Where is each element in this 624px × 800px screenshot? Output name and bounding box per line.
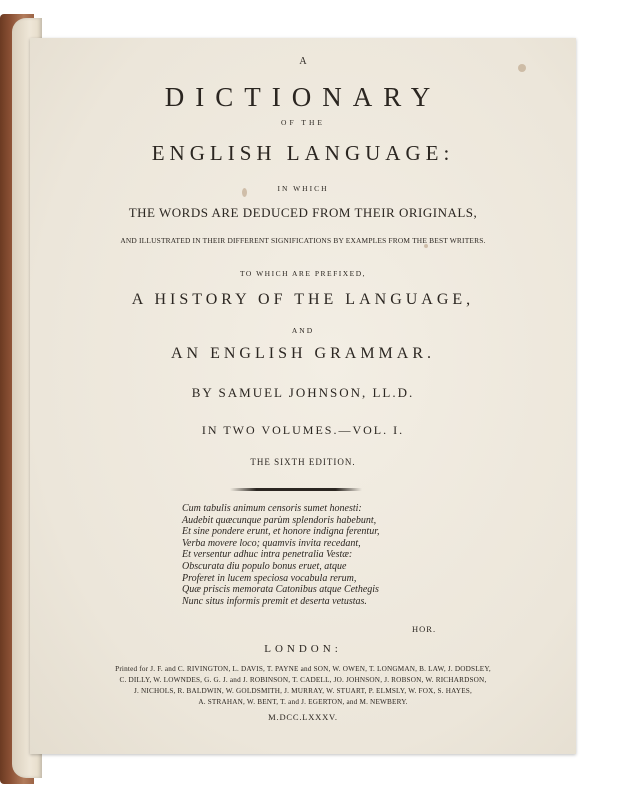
motto-attribution: HOR. bbox=[412, 624, 437, 634]
title-of-the: OF THE bbox=[281, 118, 325, 127]
motto-line: Nunc situs informis premit et deserta vetustas. bbox=[182, 595, 367, 607]
title-in-which: IN WHICH bbox=[277, 184, 329, 193]
title-volumes: IN TWO VOLUMES.—VOL. I. bbox=[201, 423, 405, 437]
motto-line: Cum tabulis animum censoris sumet honesti: bbox=[182, 503, 362, 514]
title-edition: THE SIXTH EDITION. bbox=[250, 457, 356, 467]
imprint-printers-line: C. DILLY, W. LOWNDES, G. G. J. and J. ROBINSON, T. CADELL, JO. JOHNSON, J. ROBSON, W. RICHARDSON, bbox=[119, 676, 487, 684]
latin-motto bbox=[182, 503, 452, 607]
title-and: AND bbox=[291, 326, 315, 335]
title-grammar: AN ENGLISH GRAMMAR. bbox=[170, 345, 435, 362]
motto-line: Verba movere loco; quamvis invita recedant, bbox=[182, 537, 361, 549]
title-illustrated: AND ILLUSTRATED IN THEIR DIFFERENT SIGNIFICATIONS BY EXAMPLES FROM THE BEST WRITERS. bbox=[120, 236, 486, 245]
imprint-city: LONDON: bbox=[264, 643, 342, 655]
imprint-printers-line: A. STRAHAN, W. BENT, T. and J. EGERTON, and M. NEWBERY. bbox=[198, 698, 408, 706]
title-page bbox=[30, 38, 576, 754]
title-author: BY SAMUEL JOHNSON, LL.D. bbox=[191, 385, 415, 400]
title-dictionary: DICTIONARY bbox=[164, 82, 442, 112]
motto-line: Proferet in lucem speciosa vocabula rerum, bbox=[182, 572, 357, 584]
motto-line: Quæ priscis memorata Catonibus atque Cethegis bbox=[182, 584, 379, 596]
imprint-printers-line: J. NICHOLS, R. BALDWIN, W. GOLDSMITH, J. MURRAY, W. STUART, P. ELMSLY, W. FOX, S. HAYES, bbox=[134, 687, 472, 695]
motto-line: Et versentur adhuc intra penetralia Vestæ: bbox=[182, 549, 353, 561]
imprint-year: M.DCC.LXXXV. bbox=[268, 712, 338, 722]
title-english-language: ENGLISH LANGUAGE: bbox=[151, 141, 455, 165]
imprint-printers-line: Printed for J. F. and C. RIVINGTON, L. DAVIS, T. PAYNE and SON, W. OWEN, T. LONGMAN, B. LAW, J. DODSLEY, bbox=[115, 665, 491, 673]
title-article: A bbox=[299, 56, 307, 67]
title-words-deduced: THE WORDS ARE DEDUCED FROM THEIR ORIGINALS, bbox=[128, 205, 478, 220]
ornamental-rule bbox=[230, 488, 362, 491]
motto-line: Audebit quæcunque parùm splendoris habebunt, bbox=[182, 514, 377, 526]
motto-line: Et sine pondere erunt, et honore indigna ferentur, bbox=[182, 526, 380, 538]
title-history: A HISTORY OF THE LANGUAGE, bbox=[131, 291, 475, 308]
motto-line: Obscurata diu populo bonus eruet, atque bbox=[182, 560, 347, 572]
title-prefixed: TO WHICH ARE PREFIXED, bbox=[239, 269, 367, 278]
